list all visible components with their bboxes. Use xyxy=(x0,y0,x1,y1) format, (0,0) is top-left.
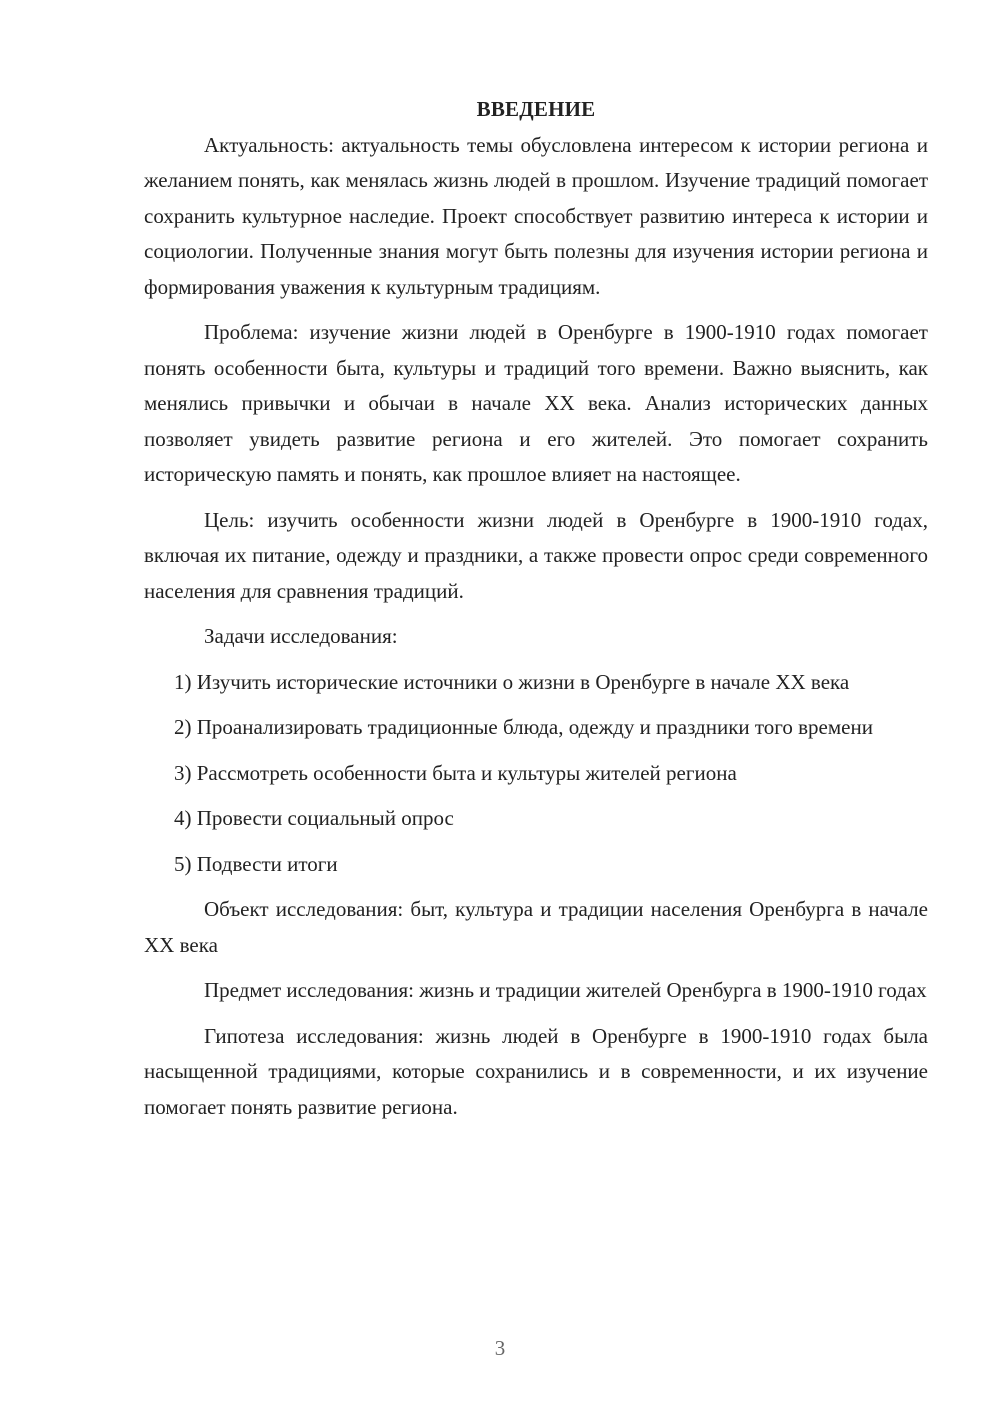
document-body xyxy=(144,92,928,1125)
task-item-4: 4) Провести социальный опрос xyxy=(174,806,454,830)
problem-paragraph: Проблема: изучение жизни людей в Оренбурге в 1900-1910 годах помогает понять особенности быта, культуры и традиций того времени. Важно выяснить, как менялись привычки и обычаи в начале XX века. Анализ исторических данных позволяет увидеть развитие региона и его жителей. Это помогает сохранить историческую память и понять, как прошлое влияет на настоящее. xyxy=(144,320,928,486)
tasks-heading: Задачи исследования: xyxy=(204,624,398,648)
subject-paragraph: Предмет исследования: жизнь и традиции жителей Оренбурга в 1900-1910 годах xyxy=(204,978,927,1002)
task-item-2: 2) Проанализировать традиционные блюда, одежду и праздники того времени xyxy=(174,715,873,739)
task-item-5: 5) Подвести итоги xyxy=(174,851,338,876)
page-title: ВВЕДЕНИЕ xyxy=(476,97,596,121)
goal-paragraph: Цель: изучить особенности жизни людей в Оренбурге в 1900-1910 годах, включая их питание, одежду и праздники, а также провести опрос среди современного населения для сравнения традиций. xyxy=(144,507,928,603)
page-number: 3 xyxy=(494,1336,506,1360)
task-item-3: 3) Рассмотреть особенности быта и культуры жителей региона xyxy=(174,760,737,785)
object-paragraph: Объект исследования: быт, культура и традиции населения Оренбурга в начале XX века xyxy=(144,897,928,957)
hypothesis-paragraph: Гипотеза исследования: жизнь людей в Оренбурге в 1900-1910 годах была насыщенной традициями, которые сохранились и в современности, и их изучение помогает понять развитие региона. xyxy=(144,1023,928,1119)
task-item-1: 1) Изучить исторические источники о жизни в Оренбурге в начале XX века xyxy=(174,669,850,694)
relevance-paragraph: Актуальность: актуальность темы обусловлена интересом к истории региона и желанием понять, как менялась жизнь людей в прошлом. Изучение традиций помогает сохранить культурное наследие. Проект способствует развитию интереса к истории и социологии. Полученные знания могут быть полезны для изучения истории региона и формирования уважения к культурным традициям. xyxy=(144,132,928,299)
